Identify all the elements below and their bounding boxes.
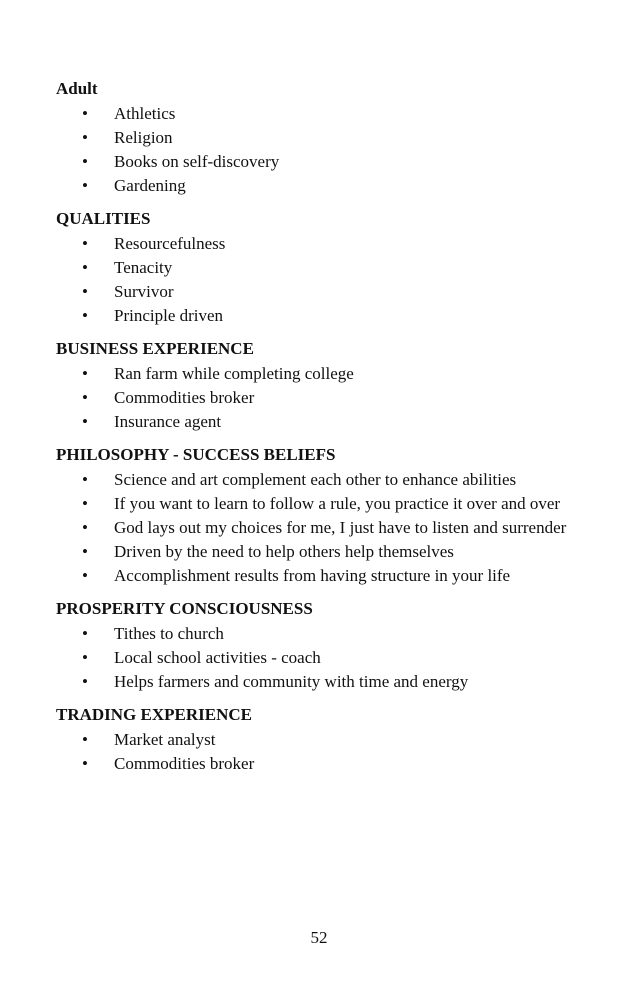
list-item (56, 102, 586, 126)
section-heading: TRADING EXPERIENCE (56, 705, 252, 724)
list-item (56, 540, 586, 564)
section-trading-experience (56, 704, 586, 776)
section-qualities (56, 208, 586, 328)
list-item (56, 622, 586, 646)
list-item (56, 232, 586, 256)
list-item-text: Gardening (114, 176, 186, 195)
list-item (56, 280, 586, 304)
bullet-list (56, 102, 586, 198)
list-item-text: Books on self-discovery (114, 152, 280, 171)
bullet-icon: • (82, 128, 88, 147)
section-philosophy (56, 444, 586, 588)
list-item (56, 386, 586, 410)
list-item-text: Tenacity (114, 258, 173, 277)
bullet-icon: • (82, 494, 88, 513)
bullet-icon: • (82, 754, 88, 773)
list-item-text: Religion (114, 128, 173, 147)
list-item-text: Principle driven (114, 306, 224, 325)
list-item (56, 492, 586, 516)
list-item-text: Science and art complement each other to enhance abilities (114, 470, 517, 489)
list-item (56, 564, 586, 588)
list-item-text: If you want to learn to follow a rule, you practice it over and over (114, 494, 561, 513)
section-heading: QUALITIES (56, 209, 151, 228)
bullet-icon: • (82, 542, 88, 561)
list-item-text: Tithes to church (114, 624, 224, 643)
list-item-text: Driven by the need to help others help themselves (114, 542, 454, 561)
list-item (56, 362, 586, 386)
list-item-text: Survivor (114, 282, 174, 301)
list-item-text: Athletics (114, 104, 176, 123)
list-item-text: Accomplishment results from having structure in your life (114, 566, 511, 585)
bullet-icon: • (82, 672, 88, 691)
bullet-icon: • (82, 388, 88, 407)
list-item (56, 728, 586, 752)
bullet-icon: • (82, 730, 88, 749)
list-item (56, 304, 586, 328)
bullet-icon: • (82, 648, 88, 667)
list-item (56, 410, 586, 434)
list-item (56, 670, 586, 694)
list-item (56, 256, 586, 280)
section-heading: Adult (56, 79, 98, 98)
bullet-icon: • (82, 152, 88, 171)
list-item (56, 516, 586, 540)
bullet-icon: • (82, 282, 88, 301)
bullet-list (56, 728, 586, 776)
bullet-icon: • (82, 412, 88, 431)
section-heading: PHILOSOPHY - SUCCESS BELIEFS (56, 445, 336, 464)
document-page (56, 78, 586, 786)
bullet-list (56, 362, 586, 434)
section-prosperity-consciousness (56, 598, 586, 694)
list-item (56, 646, 586, 670)
bullet-icon: • (82, 364, 88, 383)
bullet-icon: • (82, 518, 88, 537)
list-item (56, 468, 586, 492)
section-heading: PROSPERITY CONSCIOUSNESS (56, 599, 313, 618)
list-item-text: Resourcefulness (114, 234, 226, 253)
bullet-icon: • (82, 624, 88, 643)
list-item (56, 174, 586, 198)
list-item (56, 752, 586, 776)
list-item (56, 150, 586, 174)
list-item-text: Ran farm while completing college (114, 364, 354, 383)
list-item-text: Local school activities - coach (114, 648, 321, 667)
bullet-icon: • (82, 306, 88, 325)
bullet-list (56, 232, 586, 328)
bullet-list (56, 622, 586, 694)
list-item-text: Commodities broker (114, 754, 255, 773)
section-business-experience (56, 338, 586, 434)
bullet-icon: • (82, 176, 88, 195)
bullet-icon: • (82, 470, 88, 489)
bullet-icon: • (82, 258, 88, 277)
list-item-text: Insurance agent (114, 412, 222, 431)
bullet-list (56, 468, 586, 588)
list-item (56, 126, 586, 150)
bullet-icon: • (82, 566, 88, 585)
list-item-text: Commodities broker (114, 388, 255, 407)
list-item-text: Market analyst (114, 730, 216, 749)
bullet-icon: • (82, 234, 88, 253)
bullet-icon: • (82, 104, 88, 123)
page-number: 52 (310, 928, 328, 947)
list-item-text: God lays out my choices for me, I just have to listen and surrender (114, 518, 567, 537)
list-item-text: Helps farmers and community with time and energy (114, 672, 469, 691)
section-adult (56, 78, 586, 198)
section-heading: BUSINESS EXPERIENCE (56, 339, 254, 358)
